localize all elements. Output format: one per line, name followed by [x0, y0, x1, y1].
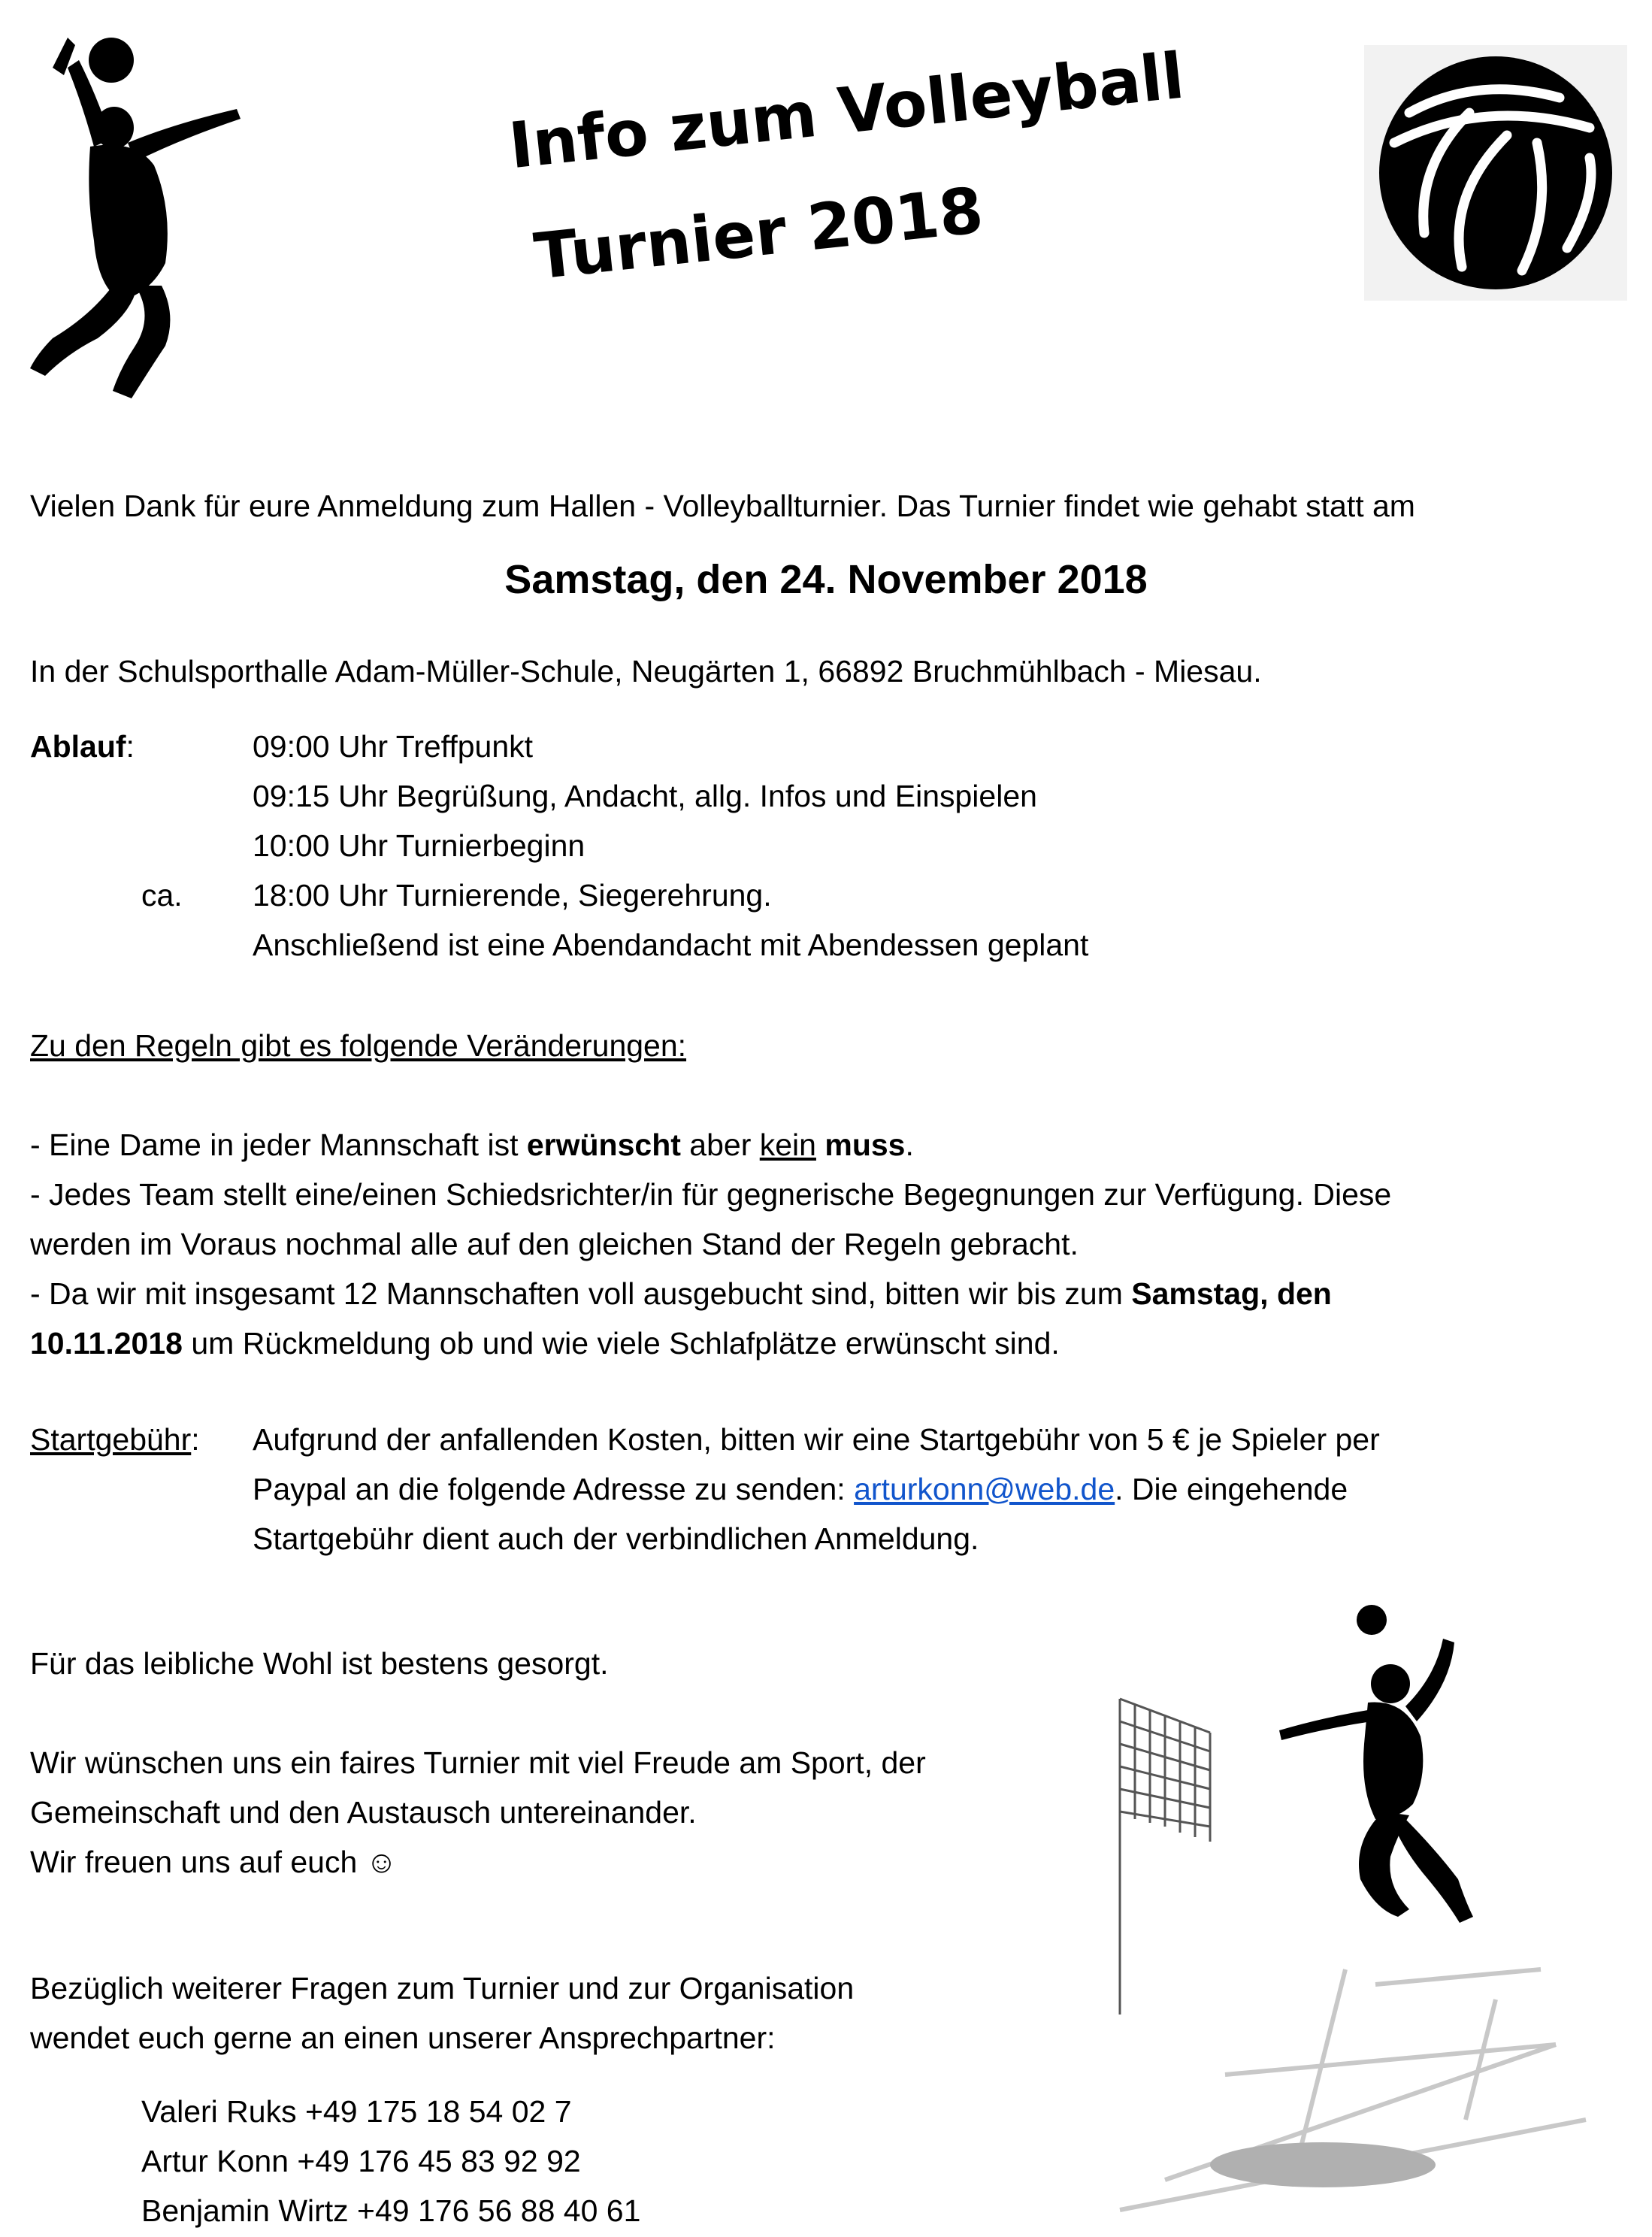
ablauf-schedule [253, 722, 1088, 970]
rule-3-line-1 [30, 1269, 1391, 1318]
volleyball-icon [1364, 45, 1627, 301]
questions-line: Bezüglich weiterer Fragen zum Turnier und zur Organisation [30, 1971, 855, 2005]
fee-line-1: Aufgrund der anfallenden Kosten, bitten wir eine Startgebühr von 5 € je Spieler per [253, 1422, 1380, 1457]
ablauf-ca: ca. [141, 878, 183, 913]
fee-line-2 [253, 1464, 1380, 1514]
fee-line-2-text: Paypal an die folgende Adresse zu senden: [253, 1472, 855, 1506]
ablauf-item: 09:15 Uhr Begrüßung, Andacht, allg. Infos und Einspielen [253, 779, 1037, 813]
rule-1-bold: erwünscht [526, 1128, 681, 1162]
rule-3-line-2 [30, 1318, 1391, 1368]
wishes-line: Gemeinschaft und den Austausch untereinander. [30, 1795, 697, 1830]
fee-line-2-text: . Die eingehende [1115, 1472, 1348, 1506]
intro-text: Vielen Dank für eure Anmeldung zum Hallen - Volleyballturnier. Das Turnier findet wie gehabt statt am [30, 489, 1415, 523]
page-title [504, 20, 1201, 315]
rule-3-text: um Rückmeldung ob und wie viele Schlafplätze erwünscht sind. [182, 1326, 1060, 1361]
rule-3-bold-date: 10.11.2018 [30, 1326, 183, 1361]
rule-1-underlined: kein [759, 1128, 816, 1162]
ablauf-label-colon: : [126, 729, 135, 764]
location-text: In der Schulsporthalle Adam-Müller-Schule, Neugärten 1, 66892 Bruchmühlbach - Miesau. [30, 654, 1262, 689]
rule-1-period: . [905, 1128, 914, 1162]
ablauf-item: 18:00 Uhr Turnierende, Siegerehrung. [253, 878, 772, 913]
title-line-1: Info zum Volleyball [505, 38, 1188, 183]
contacts-list [141, 2087, 640, 2235]
wishes-line: Wir freuen uns auf euch ☺ [30, 1845, 398, 1879]
questions-block [30, 1963, 854, 2063]
fee-line-3: Startgebühr dient auch der verbindlichen Anmeldung. [253, 1521, 979, 1556]
title-line-2: Turnier 2018 [531, 173, 987, 294]
ablauf-item: Anschließend ist eine Abendandacht mit Abendessen geplant [253, 928, 1089, 962]
rule-2-line-1: - Jedes Team stellt eine/einen Schiedsrichter/in für gegnerische Begegnungen zur Verfügung. Diese [30, 1177, 1392, 1212]
player-at-net-icon [1075, 1594, 1616, 2225]
questions-line: wendet euch gerne an einen unserer Ansprechpartner: [30, 2021, 776, 2055]
rule-2-line-2: werden im Voraus nochmal alle auf den gleichen Stand der Regeln gebracht. [30, 1227, 1079, 1261]
email-link[interactable]: arturkonn@web.de [854, 1472, 1115, 1506]
wishes-line: Wir wünschen uns ein faires Turnier mit viel Freude am Sport, der [30, 1745, 926, 1780]
contact-item: Artur Konn +49 176 45 83 92 92 [141, 2144, 581, 2178]
rule-3-bold: Samstag, den [1131, 1276, 1332, 1311]
fee-label-colon: : [191, 1422, 200, 1457]
ablauf-item: 09:00 Uhr Treffpunkt [253, 729, 534, 764]
rules-list [30, 1120, 1391, 1368]
ablauf-label-text: Ablauf [30, 729, 126, 764]
date-heading: Samstag, den 24. November 2018 [504, 557, 1148, 602]
rule-1-text: aber [680, 1128, 760, 1162]
rule-1-text: - Eine Dame in jeder Mannschaft ist [30, 1128, 527, 1162]
wishes-block [30, 1738, 926, 1887]
rule-1-space [816, 1128, 824, 1162]
contact-item: Valeri Ruks +49 175 18 54 02 7 [141, 2094, 572, 2129]
ablauf-label [30, 722, 135, 771]
rule-3-text: - Da wir mit insgesamt 12 Mannschaften voll ausgebucht sind, bitten wir bis zum [30, 1276, 1132, 1311]
contact-item: Benjamin Wirtz +49 176 56 88 40 61 [141, 2193, 641, 2228]
volleyball-player-silhouette-icon [23, 15, 286, 413]
rule-1-bold: muss [824, 1128, 906, 1162]
fee-label [30, 1415, 200, 1464]
fee-label-text: Startgebühr [30, 1422, 192, 1457]
rules-heading: Zu den Regeln gibt es folgende Veränderungen: [30, 1028, 687, 1063]
rule-1 [30, 1120, 1391, 1170]
fee-text [253, 1415, 1380, 1563]
food-text: Für das leibliche Wohl ist bestens gesorgt. [30, 1646, 609, 1681]
ablauf-item: 10:00 Uhr Turnierbeginn [253, 828, 585, 863]
